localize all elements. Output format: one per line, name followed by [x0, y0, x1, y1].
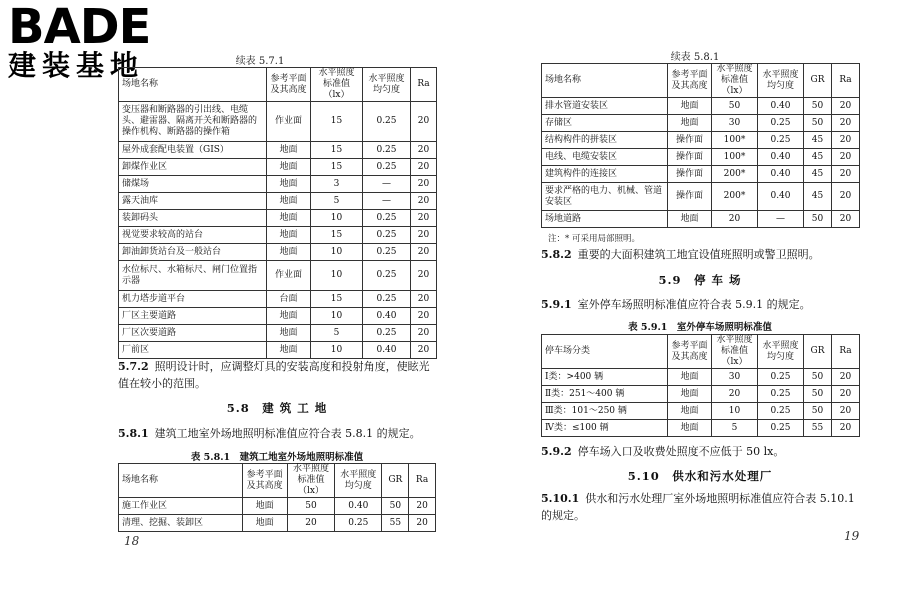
clause-text: 建筑工地室外场地照明标准值应符合表 5.8.1 的规定。: [154, 427, 421, 440]
table-row: [542, 403, 860, 420]
table-5-8-1-continued-caption: 续表 5.8.1: [670, 52, 720, 63]
row-label-cell: 存储区: [542, 115, 668, 132]
value-cell: 15: [311, 102, 363, 142]
value-cell: 20: [411, 308, 437, 325]
value-cell: 地面: [267, 227, 311, 244]
table-5-8-1-continued: [541, 63, 860, 228]
value-cell: 地面: [267, 342, 311, 359]
row-label-cell: 机力塔步道平台: [119, 291, 267, 308]
row-label-cell: 结构构件的拼装区: [542, 132, 668, 149]
table-header-row: [542, 64, 860, 98]
value-cell: 10: [311, 308, 363, 325]
value-cell: —: [363, 193, 411, 210]
logo-cjk-text: 建装基地: [8, 49, 145, 82]
value-cell: 100*: [712, 149, 758, 166]
table-5-8-1-caption: 表 5.8.1 建筑工地室外场地照明标准值: [190, 452, 364, 463]
column-header: 水平照度 均匀度: [363, 68, 411, 102]
table-row: [119, 291, 437, 308]
row-label-cell: 清理、挖掘、装卸区: [119, 515, 243, 532]
row-label-cell: Ⅰ类：>400 辆: [542, 369, 668, 386]
value-cell: 50: [804, 369, 832, 386]
row-label-cell: 厂前区: [119, 342, 267, 359]
table-row: [119, 159, 437, 176]
value-cell: 20: [832, 98, 860, 115]
value-cell: 0.25: [758, 369, 804, 386]
value-cell: 作业面: [267, 102, 311, 142]
table-5-7-1-continued-caption: 续表 5.7.1: [235, 56, 285, 67]
value-cell: 20: [832, 149, 860, 166]
value-cell: 20: [411, 210, 437, 227]
table-5-7-1-continued: [118, 67, 437, 359]
row-label-cell: Ⅳ类：≤100 辆: [542, 420, 668, 437]
value-cell: 地面: [668, 420, 712, 437]
value-cell: 50: [804, 386, 832, 403]
column-header: 场地名称: [542, 64, 668, 98]
table-row: [119, 342, 437, 359]
row-label-cell: 卸煤作业区: [119, 159, 267, 176]
column-header: 水平照度 均匀度: [335, 464, 382, 498]
value-cell: 0.40: [363, 308, 411, 325]
value-cell: 地面: [668, 98, 712, 115]
table-5-8-1: [118, 463, 436, 532]
row-label-cell: 变压器和断路器的引出线、电缆头、避雷器、隔离开关和断路器的操作机构、断路器的操作箱: [119, 102, 267, 142]
value-cell: 50: [804, 98, 832, 115]
table-row: [542, 369, 860, 386]
value-cell: 20: [287, 515, 334, 532]
value-cell: 0.25: [758, 420, 804, 437]
value-cell: 地面: [267, 325, 311, 342]
column-header: Ra: [832, 64, 860, 98]
column-header: 水平照度 标准值（lx）: [712, 335, 758, 369]
value-cell: 20: [411, 176, 437, 193]
value-cell: 20: [832, 166, 860, 183]
value-cell: 20: [411, 261, 437, 291]
page-number-left: 18: [124, 534, 140, 548]
value-cell: 200*: [712, 183, 758, 211]
row-label-cell: 露天油库: [119, 193, 267, 210]
value-cell: 地面: [267, 244, 311, 261]
value-cell: 30: [712, 115, 758, 132]
table-row: [542, 149, 860, 166]
value-cell: 0.25: [363, 325, 411, 342]
value-cell: 台面: [267, 291, 311, 308]
value-cell: 0.40: [758, 183, 804, 211]
value-cell: 地面: [242, 515, 287, 532]
column-header: 水平照度 标准值（lx）: [287, 464, 334, 498]
column-header: 场地名称: [119, 68, 267, 102]
row-label-cell: 要求严格的电力、机械、管道安装区: [542, 183, 668, 211]
value-cell: 20: [832, 420, 860, 437]
clause-text: 供水和污水处理厂室外场地照明标准值应符合表 5.10.1 的规定。: [541, 492, 855, 522]
row-label-cell: 厂区次要道路: [119, 325, 267, 342]
table-row: [119, 244, 437, 261]
row-label-cell: 视觉要求较高的站台: [119, 227, 267, 244]
column-header: Ra: [411, 68, 437, 102]
row-label-cell: 建筑构件的连接区: [542, 166, 668, 183]
table-row: [119, 515, 436, 532]
value-cell: 15: [311, 142, 363, 159]
value-cell: 0.25: [363, 261, 411, 291]
value-cell: 0.25: [758, 132, 804, 149]
value-cell: 20: [832, 369, 860, 386]
value-cell: 10: [712, 403, 758, 420]
value-cell: 地面: [267, 308, 311, 325]
table-row: [119, 498, 436, 515]
value-cell: 0.40: [758, 166, 804, 183]
value-cell: 20: [411, 291, 437, 308]
value-cell: 10: [311, 244, 363, 261]
row-label-cell: 卸油卸货站台及一般站台: [119, 244, 267, 261]
table-5-9-1-caption: 表 5.9.1 室外停车场照明标准值: [628, 322, 772, 333]
value-cell: 20: [832, 132, 860, 149]
table-row: [542, 386, 860, 403]
row-label-cell: 厂区主要道路: [119, 308, 267, 325]
table-row: [542, 211, 860, 228]
table-header-row: [542, 335, 860, 369]
table-row: [119, 227, 437, 244]
value-cell: 0.25: [363, 102, 411, 142]
value-cell: 5: [311, 193, 363, 210]
value-cell: 0.25: [758, 115, 804, 132]
column-header: 参考平面 及其高度: [668, 64, 712, 98]
value-cell: 0.25: [363, 227, 411, 244]
clause-text: 照明设计时，应调整灯具的安装高度和投射角度，使眩光值在较小的范围。: [118, 360, 430, 390]
value-cell: 地面: [267, 210, 311, 227]
paragraph-5-9-1: [541, 296, 859, 313]
row-label-cell: 装卸码头: [119, 210, 267, 227]
value-cell: 45: [804, 132, 832, 149]
section-5-10-title: 5.10 供水和污水处理厂: [627, 469, 773, 483]
column-header: 水平照度 均匀度: [758, 64, 804, 98]
table-note: 注：* 可采用局部照明。: [548, 234, 640, 244]
table-row: [542, 98, 860, 115]
value-cell: 20: [411, 193, 437, 210]
value-cell: 地面: [668, 403, 712, 420]
value-cell: 0.25: [363, 210, 411, 227]
page-number-right: 19: [844, 529, 860, 543]
paragraph-5-7-2: [118, 358, 436, 392]
value-cell: 地面: [668, 386, 712, 403]
value-cell: 0.25: [335, 515, 382, 532]
value-cell: 20: [409, 498, 436, 515]
value-cell: 操作面: [668, 166, 712, 183]
column-header: 场地名称: [119, 464, 243, 498]
logo-latin-text: BADE: [8, 0, 151, 55]
column-header: 参考平面 及其高度: [267, 68, 311, 102]
table-row: [119, 193, 437, 210]
table-row: [119, 210, 437, 227]
value-cell: 作业面: [267, 261, 311, 291]
value-cell: 0.25: [363, 291, 411, 308]
value-cell: 20: [411, 325, 437, 342]
value-cell: 55: [804, 420, 832, 437]
value-cell: 50: [804, 115, 832, 132]
value-cell: 50: [287, 498, 334, 515]
row-label-cell: Ⅱ类：251～400 辆: [542, 386, 668, 403]
row-label-cell: 屋外成套配电装置（GIS）: [119, 142, 267, 159]
row-label-cell: 排水管道安装区: [542, 98, 668, 115]
table-row: [119, 176, 437, 193]
value-cell: 0.25: [363, 159, 411, 176]
value-cell: 200*: [712, 166, 758, 183]
clause-number: 5.9.1: [541, 298, 572, 311]
table-row: [542, 166, 860, 183]
paragraph-5-10-1: [541, 490, 859, 524]
clause-text: 重要的大面积建筑工地宜设值班照明或警卫照明。: [577, 248, 820, 261]
value-cell: 20: [411, 342, 437, 359]
value-cell: 20: [411, 142, 437, 159]
table-row: [119, 142, 437, 159]
row-label-cell: 施工作业区: [119, 498, 243, 515]
value-cell: 20: [832, 386, 860, 403]
value-cell: 0.25: [363, 142, 411, 159]
value-cell: 10: [311, 342, 363, 359]
table-header-row: [119, 464, 436, 498]
value-cell: 操作面: [668, 183, 712, 211]
value-cell: 3: [311, 176, 363, 193]
value-cell: 20: [411, 227, 437, 244]
value-cell: 0.40: [758, 98, 804, 115]
value-cell: 0.40: [758, 149, 804, 166]
table-row: [542, 183, 860, 211]
value-cell: 10: [311, 210, 363, 227]
value-cell: 地面: [668, 115, 712, 132]
value-cell: —: [363, 176, 411, 193]
column-header: 参考平面 及其高度: [668, 335, 712, 369]
table-header-row: [119, 68, 437, 102]
table-row: [119, 325, 437, 342]
value-cell: 5: [712, 420, 758, 437]
paragraph-5-9-2: [541, 443, 859, 460]
column-header: 水平照度 标准值（lx）: [311, 68, 363, 102]
value-cell: 45: [804, 183, 832, 211]
column-header: 水平照度 均匀度: [758, 335, 804, 369]
value-cell: 20: [832, 211, 860, 228]
value-cell: 20: [832, 183, 860, 211]
value-cell: 20: [712, 386, 758, 403]
clause-text: 停车场入口及收费处照度不应低于 50 lx。: [577, 445, 785, 458]
value-cell: 0.25: [758, 403, 804, 420]
column-header: GR: [382, 464, 409, 498]
value-cell: 20: [411, 102, 437, 142]
value-cell: 45: [804, 166, 832, 183]
value-cell: 地面: [267, 142, 311, 159]
value-cell: 50: [382, 498, 409, 515]
value-cell: 0.25: [363, 244, 411, 261]
clause-number: 5.7.2: [118, 360, 149, 373]
value-cell: 45: [804, 149, 832, 166]
clause-number: 5.8.1: [118, 427, 149, 440]
value-cell: 20: [409, 515, 436, 532]
value-cell: 操作面: [668, 132, 712, 149]
table-5-9-1: [541, 334, 860, 437]
section-5-9-title: 5.9 停 车 场: [658, 273, 742, 287]
value-cell: 20: [832, 403, 860, 420]
section-5-8-title: 5.8 建 筑 工 地: [226, 401, 328, 415]
table-row: [119, 102, 437, 142]
value-cell: 15: [311, 159, 363, 176]
value-cell: —: [758, 211, 804, 228]
column-header: 停车场分类: [542, 335, 668, 369]
clause-number: 5.8.2: [541, 248, 572, 261]
value-cell: 10: [311, 261, 363, 291]
value-cell: 地面: [242, 498, 287, 515]
value-cell: 20: [411, 244, 437, 261]
table-row: [119, 261, 437, 291]
clause-text: 室外停车场照明标准值应符合表 5.9.1 的规定。: [577, 298, 811, 311]
value-cell: 地面: [668, 211, 712, 228]
row-label-cell: Ⅲ类：101～250 辆: [542, 403, 668, 420]
table-row: [542, 132, 860, 149]
paragraph-5-8-1: [118, 425, 436, 442]
value-cell: 0.40: [363, 342, 411, 359]
value-cell: 20: [832, 115, 860, 132]
column-header: GR: [804, 335, 832, 369]
column-header: Ra: [409, 464, 436, 498]
value-cell: 15: [311, 227, 363, 244]
value-cell: 地面: [267, 193, 311, 210]
value-cell: 50: [804, 211, 832, 228]
row-label-cell: 水位标尺、水箱标尺、闸门位置指示器: [119, 261, 267, 291]
column-header: GR: [804, 64, 832, 98]
column-header: 水平照度 标准值（lx）: [712, 64, 758, 98]
value-cell: 100*: [712, 132, 758, 149]
table-row: [542, 420, 860, 437]
value-cell: 地面: [668, 369, 712, 386]
clause-number: 5.10.1: [541, 492, 580, 505]
value-cell: 55: [382, 515, 409, 532]
value-cell: 0.25: [758, 386, 804, 403]
row-label-cell: 电线、电缆安装区: [542, 149, 668, 166]
value-cell: 操作面: [668, 149, 712, 166]
value-cell: 0.40: [335, 498, 382, 515]
value-cell: 5: [311, 325, 363, 342]
column-header: Ra: [832, 335, 860, 369]
table-row: [542, 115, 860, 132]
value-cell: 地面: [267, 159, 311, 176]
value-cell: 50: [712, 98, 758, 115]
row-label-cell: 储煤场: [119, 176, 267, 193]
value-cell: 15: [311, 291, 363, 308]
value-cell: 20: [712, 211, 758, 228]
row-label-cell: 场地道路: [542, 211, 668, 228]
value-cell: 50: [804, 403, 832, 420]
column-header: 参考平面 及其高度: [242, 464, 287, 498]
clause-number: 5.9.2: [541, 445, 572, 458]
value-cell: 20: [411, 159, 437, 176]
table-row: [119, 308, 437, 325]
value-cell: 地面: [267, 176, 311, 193]
value-cell: 30: [712, 369, 758, 386]
paragraph-5-8-2: [541, 246, 859, 263]
